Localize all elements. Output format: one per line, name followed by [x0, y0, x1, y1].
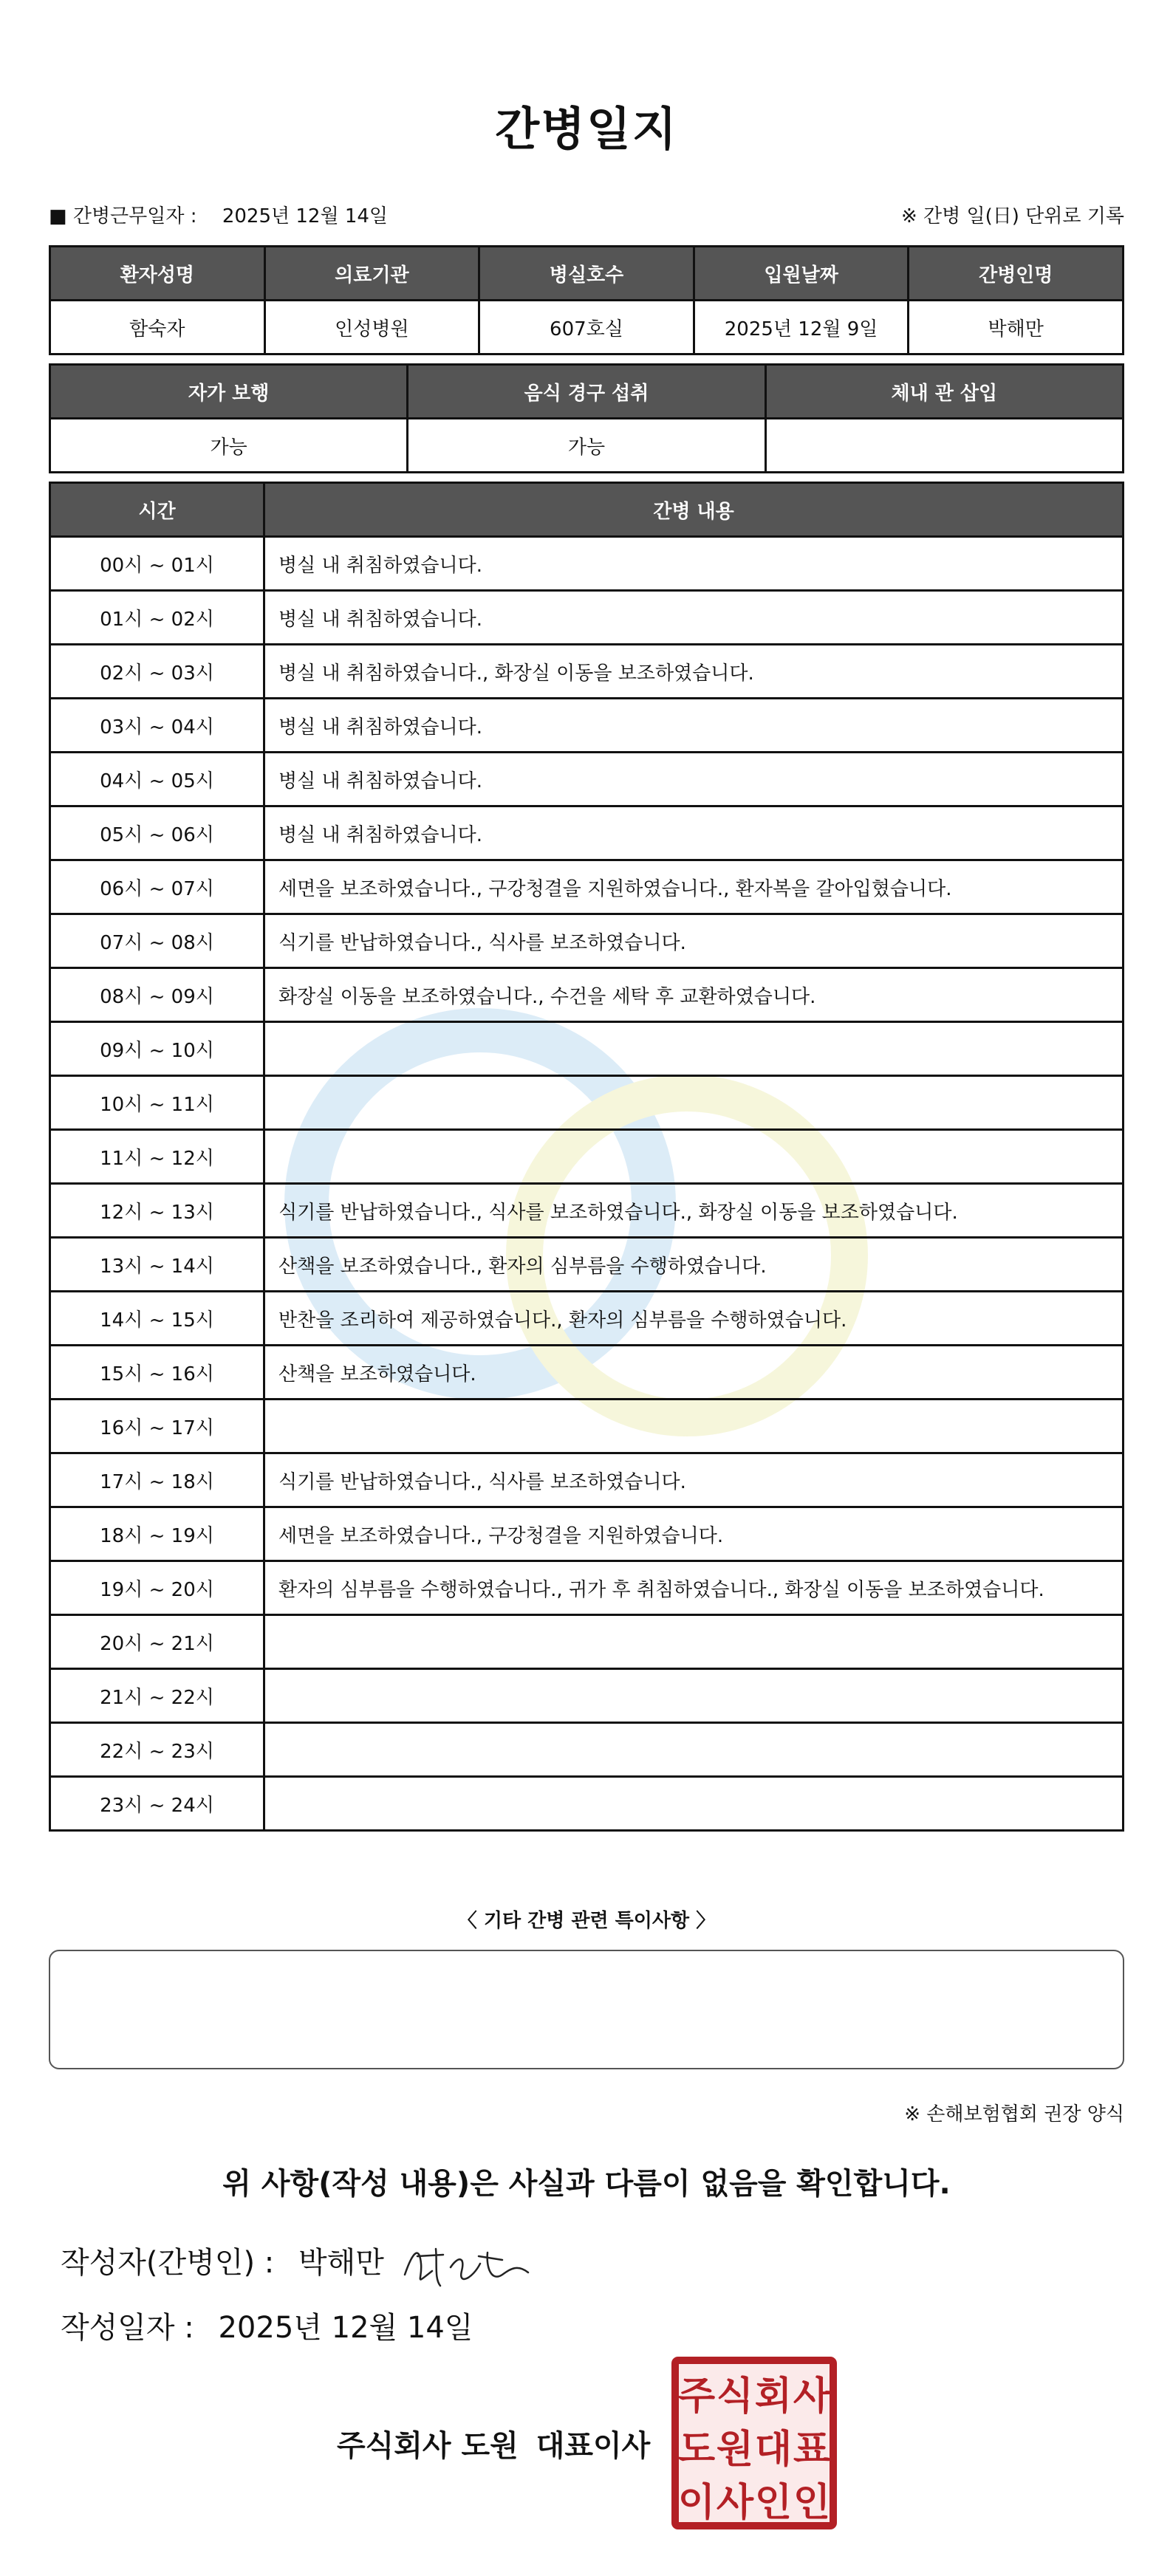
care-content: 세면을 보조하였습니다., 구강청결을 지원하였습니다., 환자복을 갈아입혔습니다.	[264, 860, 1124, 914]
header-care-content: 간병 내용	[264, 483, 1124, 537]
time-slot: 17시 ~ 18시	[50, 1453, 264, 1507]
care-content: 식기를 반납하였습니다., 식사를 보조하였습니다.	[264, 1453, 1124, 1507]
table-row	[50, 968, 1124, 1022]
header-self-walking: 자가 보행	[50, 365, 408, 419]
table-row	[50, 1346, 1124, 1400]
care-content: 세면을 보조하였습니다., 구강청결을 지원하였습니다.	[264, 1507, 1124, 1561]
time-slot: 19시 ~ 20시	[50, 1561, 264, 1615]
care-content: 병실 내 취침하였습니다.	[264, 806, 1124, 860]
work-date-label: ■ 간병근무일자 :	[49, 205, 197, 227]
memo-title: 〈 기타 간병 관련 특이사항 〉	[457, 1910, 716, 1932]
care-content: 환자의 심부름을 수행하였습니다., 귀가 후 취침하였습니다., 화장실 이동을 보조하였습니다.	[264, 1561, 1124, 1615]
written-date-row	[61, 2304, 473, 2346]
table-row	[50, 537, 1124, 591]
work-date-row	[49, 201, 1124, 230]
seal-character: 이	[677, 2481, 716, 2525]
care-content	[264, 1615, 1124, 1669]
care-content	[264, 1076, 1124, 1130]
care-content: 병실 내 취침하였습니다., 화장실 이동을 보조하였습니다.	[264, 645, 1124, 699]
time-slot: 06시 ~ 07시	[50, 860, 264, 914]
table-row	[50, 1400, 1124, 1453]
table-row	[50, 1292, 1124, 1346]
time-slot: 09시 ~ 10시	[50, 1022, 264, 1076]
time-slot: 00시 ~ 01시	[50, 537, 264, 591]
company-seal-stamp	[671, 2356, 838, 2530]
table-row	[50, 1184, 1124, 1238]
seal-character: 식	[716, 2374, 754, 2419]
table-row	[50, 1777, 1124, 1831]
time-slot: 16시 ~ 17시	[50, 1400, 264, 1453]
table-row	[50, 860, 1124, 914]
written-date-value: 2025년 12월 14일	[218, 2311, 473, 2345]
time-slot: 22시 ~ 23시	[50, 1723, 264, 1777]
header-caregiver-name: 간병인명	[909, 247, 1124, 301]
time-slot: 08시 ~ 09시	[50, 968, 264, 1022]
form-source-note: ※ 손해보험협회 권장 양식	[904, 2103, 1124, 2125]
seal-character: 회	[754, 2374, 793, 2419]
oral-intake-value: 가능	[408, 419, 765, 473]
time-slot: 15시 ~ 16시	[50, 1346, 264, 1400]
header-patient-name: 환자성명	[50, 247, 265, 301]
time-slot: 13시 ~ 14시	[50, 1238, 264, 1292]
seal-character: 인	[754, 2481, 793, 2525]
caregiver-name: 박해만	[909, 301, 1124, 354]
time-slot: 03시 ~ 04시	[50, 699, 264, 753]
time-slot: 10시 ~ 11시	[50, 1076, 264, 1130]
page-title: 간병일지	[495, 102, 678, 156]
patient-info-value-row	[50, 301, 1124, 354]
care-log-body	[50, 537, 1124, 1831]
company-title: 대표이사	[536, 2429, 651, 2463]
time-slot: 20시 ~ 21시	[50, 1615, 264, 1669]
time-slot: 07시 ~ 08시	[50, 914, 264, 968]
care-content: 병실 내 취침하였습니다.	[264, 699, 1124, 753]
record-unit-note: ※ 간병 일(日) 단위로 기록	[900, 205, 1124, 227]
table-row	[50, 1669, 1124, 1723]
signature-image	[391, 2234, 539, 2293]
time-slot: 12시 ~ 13시	[50, 1184, 264, 1238]
header-room-number: 병실호수	[479, 247, 694, 301]
time-slot: 18시 ~ 19시	[50, 1507, 264, 1561]
table-row	[50, 1507, 1124, 1561]
care-content	[264, 1669, 1124, 1723]
table-row	[50, 1453, 1124, 1507]
care-content: 산책을 보조하였습니다., 환자의 심부름을 수행하였습니다.	[264, 1238, 1124, 1292]
work-date-group	[49, 201, 388, 228]
care-content	[264, 1400, 1124, 1453]
time-slot: 14시 ~ 15시	[50, 1292, 264, 1346]
table-row	[50, 1238, 1124, 1292]
seal-character: 대	[754, 2428, 793, 2472]
header-tube-insertion: 체내 관 삽입	[765, 365, 1123, 419]
table-row	[50, 806, 1124, 860]
care-content: 병실 내 취침하였습니다.	[264, 591, 1124, 645]
seal-character: 원	[716, 2428, 754, 2472]
room-number: 607호실	[479, 301, 694, 354]
patient-name: 함숙자	[50, 301, 265, 354]
writer-name: 박해만	[298, 2246, 384, 2280]
care-content	[264, 1022, 1124, 1076]
care-content	[264, 1130, 1124, 1184]
written-date-label: 작성일자 :	[61, 2311, 194, 2345]
company-signature	[337, 2422, 650, 2464]
table-row	[50, 1615, 1124, 1669]
time-slot: 01시 ~ 02시	[50, 591, 264, 645]
time-slot: 21시 ~ 22시	[50, 1669, 264, 1723]
writer-row	[61, 2239, 384, 2281]
care-content	[264, 1777, 1124, 1831]
seal-character: 주	[677, 2374, 716, 2419]
care-content: 반찬을 조리하여 제공하였습니다., 환자의 심부름을 수행하였습니다.	[264, 1292, 1124, 1346]
table-row	[50, 591, 1124, 645]
table-row	[50, 1561, 1124, 1615]
seal-character: 도	[677, 2428, 716, 2472]
memo-box	[49, 1950, 1124, 2069]
ability-table	[49, 363, 1124, 473]
work-date-value: 2025년 12월 14일	[222, 205, 389, 227]
care-content: 병실 내 취침하였습니다.	[264, 753, 1124, 806]
patient-info-table	[49, 245, 1124, 355]
hospital-name: 인성병원	[264, 301, 479, 354]
confirmation-statement: 위 사항(작성 내용)은 사실과 다름이 없음을 확인합니다.	[222, 2167, 951, 2201]
time-slot: 05시 ~ 06시	[50, 806, 264, 860]
time-slot: 04시 ~ 05시	[50, 753, 264, 806]
care-log-header-row	[50, 483, 1124, 537]
seal-character: 표	[793, 2428, 831, 2472]
seal-character: 사	[716, 2481, 754, 2525]
care-content: 산책을 보조하였습니다.	[264, 1346, 1124, 1400]
table-row	[50, 914, 1124, 968]
time-slot: 23시 ~ 24시	[50, 1777, 264, 1831]
time-slot: 02시 ~ 03시	[50, 645, 264, 699]
care-log-table	[49, 482, 1124, 1832]
tube-insertion-value	[765, 419, 1123, 473]
table-row	[50, 1130, 1124, 1184]
seal-character: 사	[793, 2374, 831, 2419]
ability-value-row	[50, 419, 1124, 473]
time-slot: 11시 ~ 12시	[50, 1130, 264, 1184]
header-hospital: 의료기관	[264, 247, 479, 301]
admission-date: 2025년 12월 9일	[694, 301, 909, 354]
ability-header-row	[50, 365, 1124, 419]
care-content: 화장실 이동을 보조하였습니다., 수건을 세탁 후 교환하였습니다.	[264, 968, 1124, 1022]
table-row	[50, 645, 1124, 699]
care-content: 병실 내 취침하였습니다.	[264, 537, 1124, 591]
care-content: 식기를 반납하였습니다., 식사를 보조하였습니다.	[264, 914, 1124, 968]
care-content	[264, 1723, 1124, 1777]
seal-character: 인	[793, 2481, 831, 2525]
self-walking-value: 가능	[50, 419, 408, 473]
writer-label: 작성자(간병인) :	[61, 2246, 275, 2280]
company-name: 주식회사 도원	[337, 2429, 519, 2463]
header-oral-intake: 음식 경구 섭취	[408, 365, 765, 419]
patient-info-header-row	[50, 247, 1124, 301]
table-row	[50, 1022, 1124, 1076]
table-row	[50, 1723, 1124, 1777]
table-row	[50, 1076, 1124, 1130]
header-admission-date: 입원날짜	[694, 247, 909, 301]
table-row	[50, 753, 1124, 806]
care-content: 식기를 반납하였습니다., 식사를 보조하였습니다., 화장실 이동을 보조하였습니다.	[264, 1184, 1124, 1238]
header-time: 시간	[50, 483, 264, 537]
table-row	[50, 699, 1124, 753]
